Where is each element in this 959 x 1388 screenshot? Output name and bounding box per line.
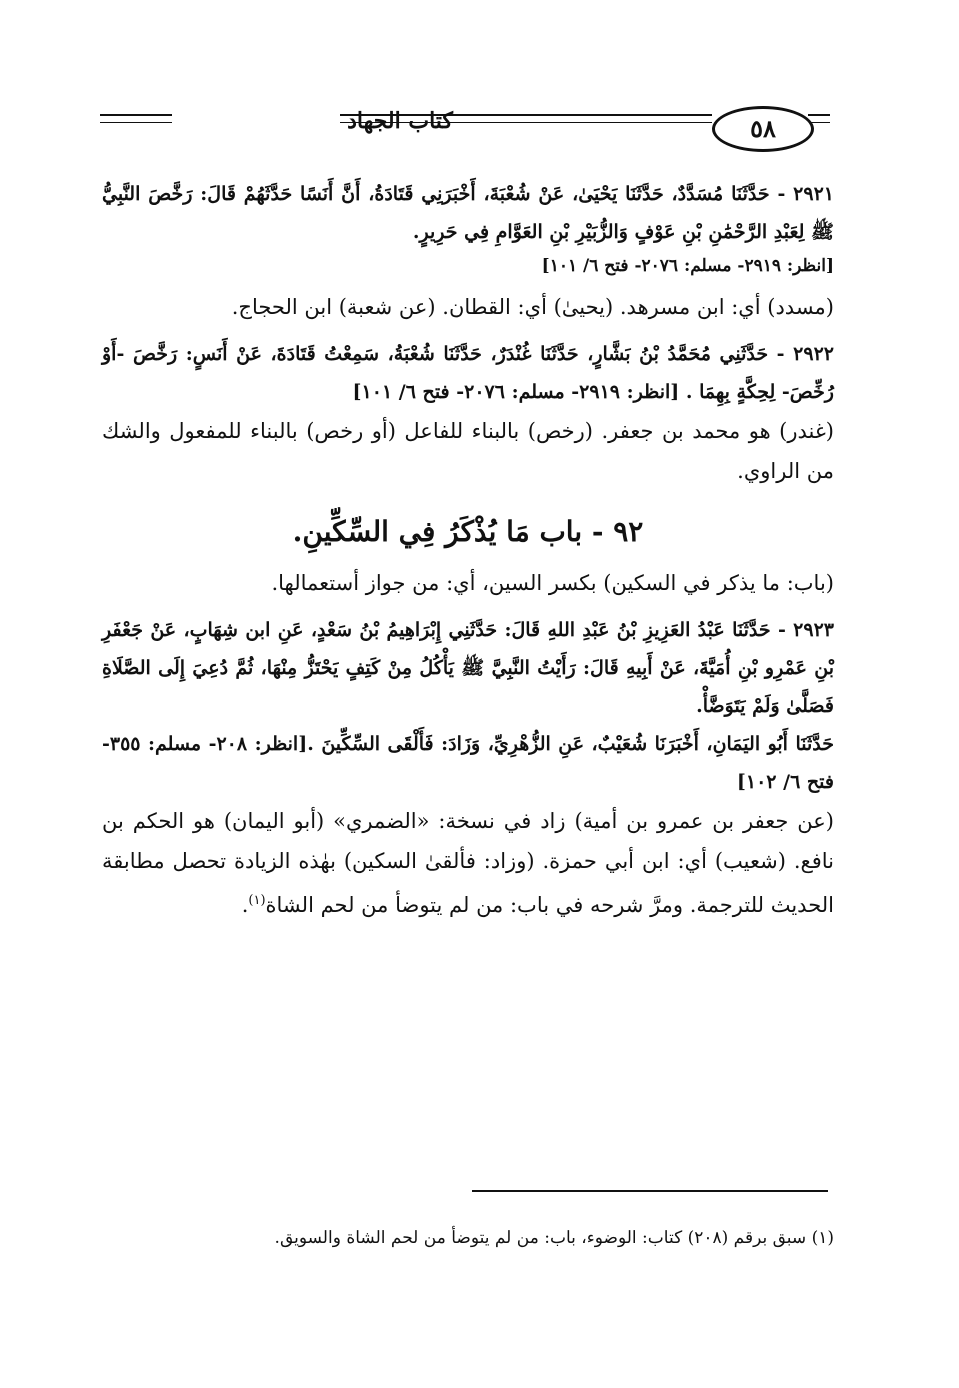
chapter-running-title: كتاب الجهاد	[347, 108, 453, 134]
hadith-2923-chain	[102, 725, 834, 801]
page-content	[102, 175, 834, 933]
header-rule-left-2	[100, 122, 172, 123]
commentary-2923	[102, 801, 834, 925]
page-header	[100, 100, 830, 155]
footnote-marker: (١)	[248, 893, 266, 908]
hadith-2922	[102, 335, 834, 411]
header-rule-right-1	[808, 114, 830, 116]
page-number: ٥٨	[750, 114, 776, 143]
chapter-heading: ٩٢ - باب مَا يُذْكَرُ فِي السِّكِّينِ.	[292, 515, 644, 548]
footnote-1: (١) سبق برقم (٢٠٨) كتاب: الوضوء، باب: من لم يتوضأ من لحم الشاة والسويق.	[274, 1228, 834, 1248]
hadith-2923-chain-text: حَدَّثَنَا أَبُو اليَمَانِ، أَخْبَرَنَا شُعَيْبٌ، عَنِ الزُّهْرِيِّ، وَزَادَ: فَأَلْقَى السِّكِّينَ .	[307, 733, 834, 755]
header-rule-mid-1	[340, 114, 712, 116]
commentary-2923-end: .	[241, 893, 249, 917]
hadith-2923: ٢٩٢٣ - حَدَّثَنَا عَبْدُ العَزِيزِ بْنُ عَبْدِ اللهِ قَالَ: حَدَّثَنِي إِبْرَاهِيمُ بْنُ سَعْدٍ، عَنِ ابن شِهَابٍ، عَنْ جَعْفَرِ بْنِ عَمْرِو بْنِ أُمَيَّةَ، عَنْ أَبِيهِ قَالَ: رَأَيْتُ النَّبِيَّ ﷺ يَأْكُلُ مِنْ كَتِفٍ يَحْتَزُّ مِنْهَا، ثُمَّ دُعِيَ إِلَى الصَّلَاةِ فَصَلَّىٰ وَلَمْ يَتَوَضَّأْ.	[102, 619, 834, 717]
footnote-separator	[472, 1190, 828, 1192]
hadith-2921: ٢٩٢١ - حَدَّثَنَا مُسَدَّدٌ، حَدَّثَنَا يَحْيَىٰ، عَنْ شُعْبَةَ، أَخْبَرَنِي قَتَادَةُ، أَنَّ أَنَسًا حَدَّثَهُمْ قَالَ: رَخَّصَ النَّبِيُّ ﷺ لِعَبْدِ الرَّحْمَٰنِ بْنِ عَوْفٍ وَالزُّبَيْرِ بْنِ العَوَّامِ فِي حَرِيرٍ.	[102, 183, 834, 243]
header-rule-left-1	[100, 114, 172, 116]
commentary-2921: (مسدد) أي: ابن مسرهد. (يحيىٰ) أي: القطان. (عن شعبة) ابن الحجاج.	[231, 295, 834, 319]
reference-2921: [انظر: ٢٩١٩- مسلم: ٢٠٧٦- فتح ٦/ ١٠١]	[541, 256, 834, 276]
commentary-2923-text: (عن جعفر بن عمرو بن أمية) زاد في نسخة: «الضمري» (أبو اليمان) هو الحكم بن نافع. (شعيب) أي: ابن أبي حمزة. (وزاد: فألقىٰ السكين) بهٰذه الزيادة تحصل مطابقة الحديث للترجمة. ومرَّ شرحه في باب: من لم يتوضأ من لحم الشاة	[102, 809, 834, 917]
commentary-chapter: (باب: ما يذكر في السكين) بكسر السين، أي: من جواز أستعمالها.	[271, 571, 834, 595]
reference-2922: [انظر: ٢٩١٩- مسلم: ٢٠٧٦- فتح ٦/ ١٠١]	[352, 381, 680, 403]
reference-2923: [انظر: ٢٠٨- مسلم: ٣٥٥- فتح ٦/ ١٠٢]	[102, 733, 834, 793]
page-number-badge	[712, 106, 814, 152]
commentary-2922: (غندر) هو محمد بن جعفر. (رخص) بالبناء للفاعل (أو رخص) بالبناء للمفعول والشك من الراوي.	[102, 419, 834, 483]
header-rule-mid-2	[340, 122, 712, 123]
hadith-2922-text: ٢٩٢٢ - حَدَّثَنِي مُحَمَّدُ بْنُ بَشَّارٍ، حَدَّثَنَا غُنْدَرٌ، حَدَّثَنَا شُعْبَةُ، سَمِعْتُ قَتَادَةَ، عَنْ أَنَسٍ: رَخَّصَ -أَوْ رُخِّصَ- لِحِكَّةٍ بِهِمَا .	[102, 343, 834, 403]
